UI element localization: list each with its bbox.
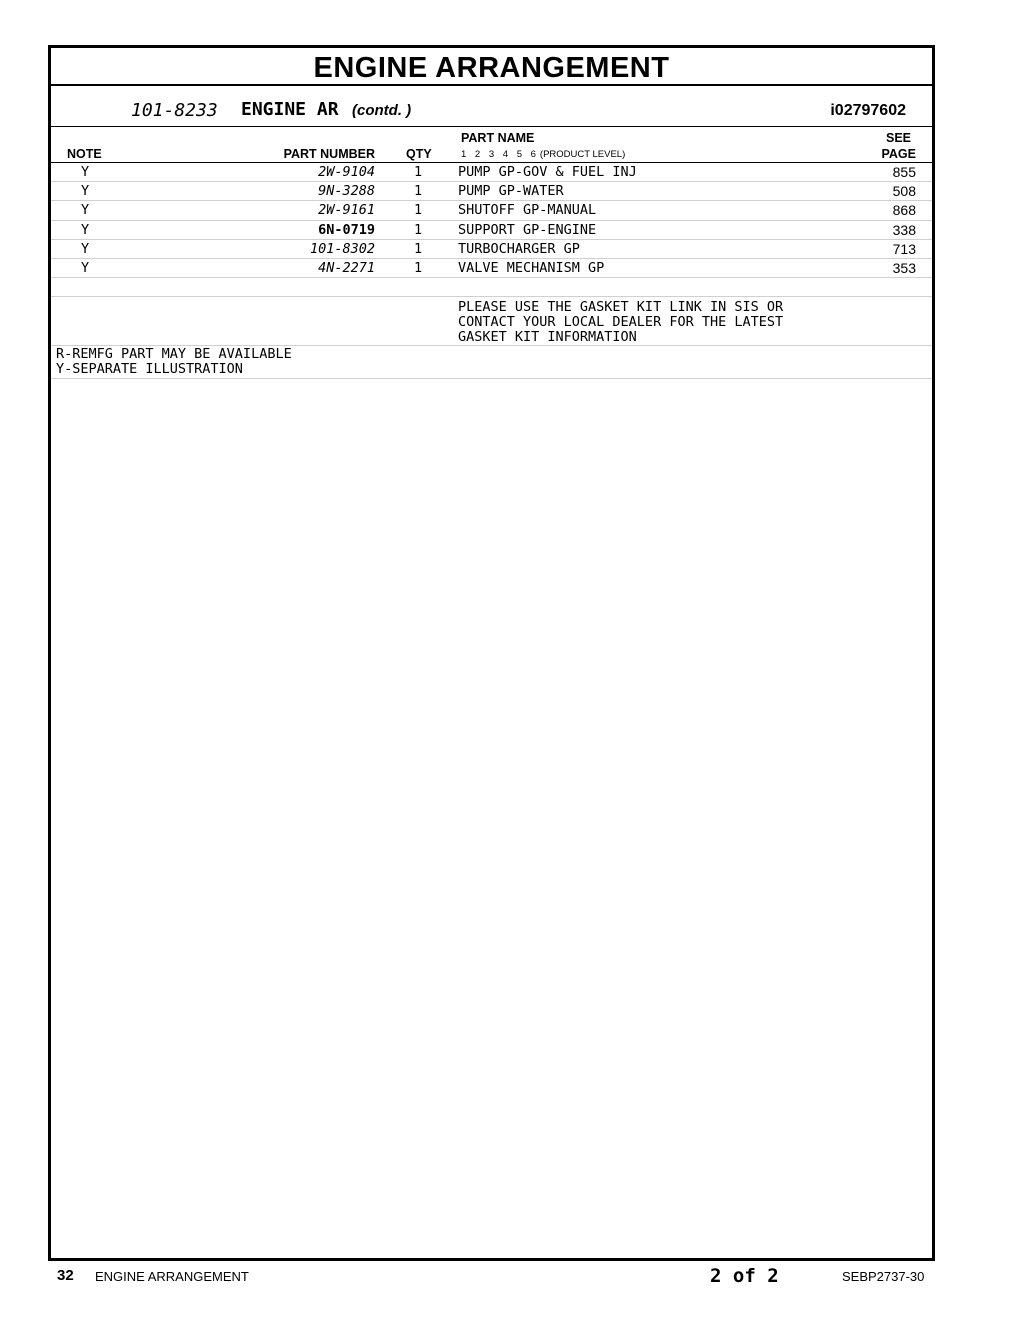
row-part-name: PUMP GP-WATER [458,183,564,200]
row-part-name: PUMP GP-GOV & FUEL INJ [458,164,637,180]
table-spacer-row [51,278,932,297]
footer-sheet-count: 2 of 2 [710,1265,779,1287]
group-header [51,86,932,127]
row-qty: 1 [414,240,423,257]
row-note: Y [81,240,90,257]
legend-r: R-REMFG PART MAY BE AVAILABLE [56,346,292,363]
row-part-number[interactable]: 4N-2271 [318,259,375,276]
col-note: NOTE [67,147,102,161]
table-row [51,163,932,182]
column-headers [51,127,932,163]
page-title: ENGINE ARRANGEMENT [51,48,932,86]
table-row [51,240,932,259]
row-see-page[interactable]: 353 [892,259,916,276]
row-see-page[interactable]: 868 [892,202,916,219]
note-legend [51,346,932,379]
remark-text: PLEASE USE THE GASKET KIT LINK IN SIS OR CONTACT YOUR LOCAL DEALER FOR THE LATEST GASKET KIT INFORMATION [458,299,784,346]
row-part-name: TURBOCHARGER GP [458,240,580,257]
row-see-page[interactable]: 338 [892,221,916,238]
row-part-number[interactable]: 2W-9104 [318,164,375,180]
row-part-name: VALVE MECHANISM GP [458,259,605,276]
footer-section: ENGINE ARRANGEMENT [95,1269,249,1284]
row-see-page[interactable]: 508 [892,183,916,200]
col-qty: QTY [406,147,432,161]
row-part-number[interactable]: 6N-0719 [318,221,375,238]
table-row [51,201,932,220]
page-footer [0,1266,1020,1290]
product-level-numbers: 1 2 3 4 5 6 [461,149,536,160]
footer-page-number: 32 [57,1267,74,1284]
col-see: SEE [885,131,911,145]
row-part-number[interactable]: 101-8302 [309,240,375,257]
row-part-number[interactable]: 9N-3288 [318,183,375,200]
parts-table [51,163,932,379]
legend-y: Y-SEPARATE ILLUSTRATION [56,361,243,378]
row-qty: 1 [414,259,423,276]
row-note: Y [81,202,90,219]
row-qty: 1 [414,202,423,219]
group-name: ENGINE AR [241,99,339,120]
row-note: Y [81,259,90,276]
row-qty: 1 [414,164,423,180]
row-part-number[interactable]: 2W-9161 [318,202,375,219]
row-part-name: SUPPORT GP-ENGINE [458,221,597,238]
row-see-page[interactable]: 713 [892,240,916,257]
table-row [51,221,932,240]
col-part-number: PART NUMBER [283,147,375,161]
col-part-name: PART NAME [461,131,535,145]
illustration-id: i02797602 [830,102,906,119]
group-part-number: 101-8233 [131,100,218,121]
row-see-page[interactable]: 855 [892,164,916,180]
table-row [51,182,932,201]
group-continued: (contd. ) [352,102,412,119]
col-page: PAGE [881,147,916,161]
product-level-label: (PRODUCT LEVEL) [539,149,626,160]
row-qty: 1 [414,183,423,200]
gasket-kit-remark [51,297,932,346]
row-note: Y [81,183,90,200]
row-part-name: SHUTOFF GP-MANUAL [458,202,597,219]
parts-list-frame [48,45,935,1261]
table-row [51,259,932,278]
row-note: Y [81,221,90,238]
row-note: Y [81,164,90,180]
product-levels [461,149,625,160]
row-qty: 1 [414,221,423,238]
footer-doc-id: SEBP2737-30 [842,1269,925,1284]
